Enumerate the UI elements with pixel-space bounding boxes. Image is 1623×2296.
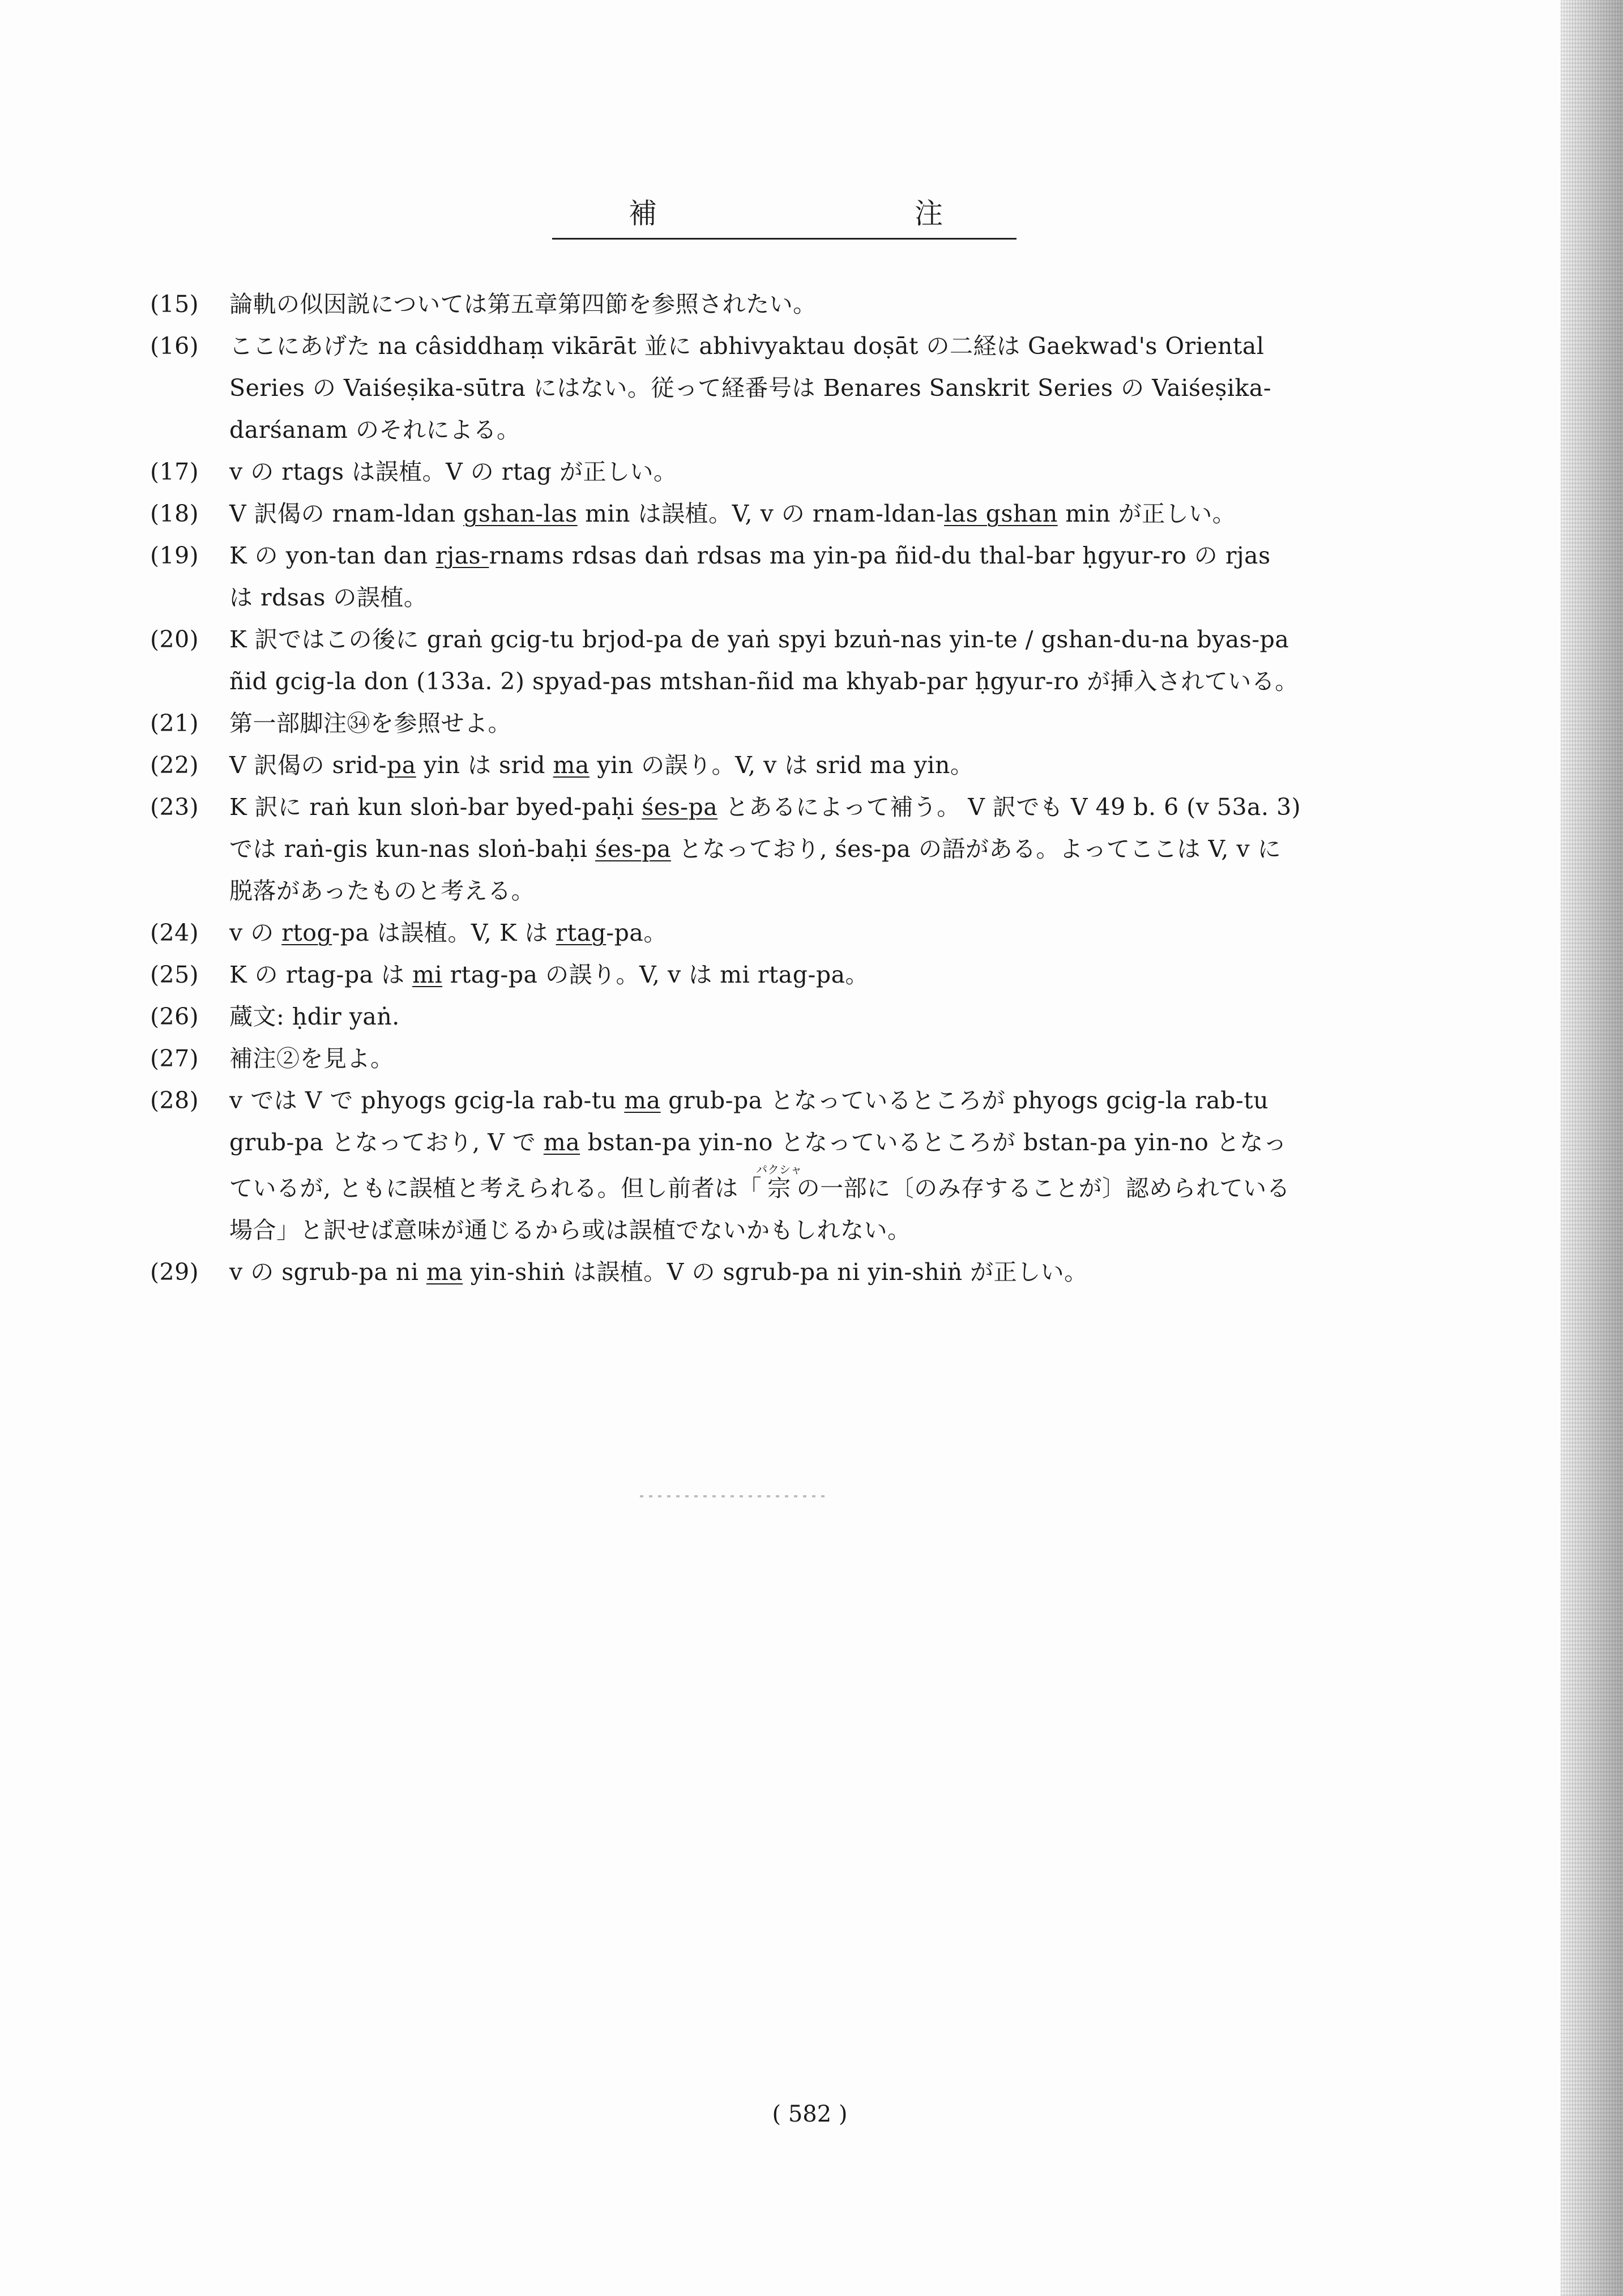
note-text: rtag-pa の誤り。V, v は mi rtag-pa。 (442, 961, 869, 988)
note-text: -pa は誤植。V, K は (332, 919, 556, 946)
note-line (229, 744, 1430, 786)
note-text: K の yon-tan dan (229, 542, 436, 569)
note-item (150, 1079, 1430, 1251)
note-text: 脱落があったものと考える。 (229, 877, 535, 904)
note-item (150, 283, 1430, 325)
note-line (229, 325, 1430, 367)
note-text: V 訳偈の rnam-ldan (229, 500, 464, 527)
note-text: 論軌の似因説については第五章第四節を参照されたい。 (229, 291, 817, 318)
note-item (150, 493, 1430, 535)
note-item (150, 996, 1430, 1038)
note-line (229, 1209, 1430, 1251)
note-text: min は誤植。V, v の rnam-ldan- (577, 500, 945, 527)
note-number: (21) (150, 710, 199, 737)
note-text: yin-shiṅ は誤植。V の sgrub-pa ni yin-shiṅ が正しい。 (463, 1258, 1088, 1286)
note-item (150, 954, 1430, 996)
note-text: v では V で phyogs gcig-la rab-tu (229, 1087, 625, 1114)
note-number: (19) (150, 542, 199, 569)
underlined-term: ma (543, 1129, 580, 1156)
note-item (150, 325, 1430, 451)
note-line (229, 283, 1430, 325)
note-line (229, 1251, 1430, 1293)
note-item (150, 618, 1430, 702)
note-line (229, 451, 1430, 493)
note-text: v の sgrub-pa ni (229, 1258, 426, 1286)
note-line (229, 1121, 1430, 1163)
note-text: yin の誤り。V, v は srid ma yin。 (589, 752, 974, 779)
note-line (229, 786, 1430, 828)
note-line (229, 1079, 1430, 1121)
underlined-term: ma (624, 1087, 661, 1114)
note-text: ているが, ともに誤植と考えられる。但し前者は「 (229, 1175, 762, 1202)
note-text: 補注②を見よ。 (229, 1045, 394, 1072)
note-text: の一部に〔のみ存することが〕認められている (796, 1175, 1291, 1202)
note-text: min が正しい。 (1057, 500, 1236, 527)
note-number: (22) (150, 752, 199, 779)
note-number: (20) (150, 626, 199, 653)
note-text: yin は srid (416, 752, 553, 779)
underlined-term: las gshan (944, 500, 1058, 527)
note-item (150, 1038, 1430, 1079)
note-text: となっており, śes-pa の語がある。よってここは V, v に (670, 835, 1282, 863)
note-text: ここにあげた na câsiddhaṃ vikārāt 並に abhivyaktau doṣāt の二経は Gaekwad's Oriental (229, 332, 1265, 360)
underlined-term: rtag (556, 919, 607, 946)
note-text: grub-pa となっており, V で (229, 1129, 544, 1156)
note-text: 第一部脚注㉞を参照せよ。 (229, 710, 511, 737)
note-line (229, 493, 1430, 535)
note-line (229, 409, 1430, 451)
note-line (229, 660, 1430, 702)
note-number: (28) (150, 1087, 199, 1114)
scan-smudge (640, 1495, 827, 1497)
note-line (229, 912, 1430, 954)
scan-edge-shadow (1561, 0, 1623, 2296)
note-text: とあるによって補う。 V 訳でも V 49 b. 6 (v 53a. 3) (717, 793, 1301, 821)
note-line (229, 954, 1430, 996)
note-number: (18) (150, 500, 199, 527)
note-number: (16) (150, 332, 199, 360)
note-number: (23) (150, 793, 199, 821)
underlined-term: śes-pa (642, 793, 718, 821)
note-item (150, 912, 1430, 954)
note-number: (27) (150, 1045, 199, 1072)
page-number: ( 582 ) (772, 2101, 848, 2127)
page-title (552, 193, 1016, 240)
note-item (150, 744, 1430, 786)
underlined-term: śes-pa (595, 835, 671, 863)
note-line (229, 577, 1430, 618)
underlined-term: rjas- (435, 542, 489, 569)
note-item (150, 1251, 1430, 1293)
note-text: K 訳に raṅ kun sloṅ-bar byed-paḥi (229, 793, 642, 821)
note-item (150, 702, 1430, 744)
note-text: v の (229, 919, 282, 946)
note-line (229, 535, 1430, 577)
note-text: K の rtag-pa は (229, 961, 413, 988)
note-number: (15) (150, 291, 199, 318)
note-text: Series の Vaiśeṣika-sūtra にはない。従って経番号は Benares Sanskrit Series の Vaiśeṣika- (229, 374, 1272, 402)
note-number: (29) (150, 1258, 199, 1286)
title-char-1: 補 (629, 197, 657, 230)
note-item (150, 451, 1430, 493)
note-text: では raṅ-gis kun-nas sloṅ-baḥi (229, 835, 596, 863)
note-line (229, 1163, 1430, 1209)
underlined-term: mi (412, 961, 443, 988)
note-line (229, 870, 1430, 912)
underlined-term: ma (426, 1258, 463, 1286)
note-text: ñid gcig-la don (133a. 2) spyad-pas mtshan-ñid ma khyab-par ḥgyur-ro が挿入されている。 (229, 668, 1299, 695)
note-text: bstan-pa yin-no となっているところが bstan-pa yin-no となっ (580, 1129, 1287, 1156)
ruby-base: 宗 (756, 1175, 802, 1202)
note-item (150, 786, 1430, 912)
ruby-annotation (756, 1163, 802, 1202)
underlined-term: rtog (281, 919, 332, 946)
note-line (229, 828, 1430, 870)
note-line (229, 618, 1430, 660)
note-line (229, 1038, 1430, 1079)
note-line (229, 367, 1430, 409)
note-text: K 訳ではこの後に graṅ gcig-tu brjod-pa de yaṅ spyi bzuṅ-nas yin-te / gshan-du-na byas-pa (229, 626, 1289, 653)
underlined-term: ma (553, 752, 590, 779)
note-item (150, 535, 1430, 618)
notes-list (150, 283, 1430, 1293)
note-text: rnams rdsas daṅ rdsas ma yin-pa ñid-du thal-bar ḥgyur-ro の rjas (489, 542, 1271, 569)
note-text: grub-pa となっているところが phyogs gcig-la rab-tu (660, 1087, 1269, 1114)
underlined-term: pa (387, 752, 416, 779)
note-text: 蔵文: ḥdir yaṅ. (229, 1003, 400, 1030)
note-text: は rdsas の誤植。 (229, 584, 428, 611)
note-number: (25) (150, 961, 199, 988)
note-text: -pa。 (606, 919, 667, 946)
note-number: (17) (150, 458, 199, 485)
note-text: 場合」と訳せば意味が通じるから或は誤植でないかもしれない。 (229, 1217, 911, 1244)
ruby-reading: パクシャ (756, 1163, 802, 1176)
underlined-term: gshan-las (463, 500, 578, 527)
note-line (229, 702, 1430, 744)
note-text: darśanam のそれによる。 (229, 416, 520, 443)
note-number: (26) (150, 1003, 199, 1030)
note-text: V 訳偈の srid- (229, 752, 387, 779)
note-line (229, 996, 1430, 1038)
note-number: (24) (150, 919, 199, 946)
note-text: v の rtags は誤植。V の rtag が正しい。 (229, 458, 677, 485)
title-char-2: 注 (915, 197, 943, 230)
